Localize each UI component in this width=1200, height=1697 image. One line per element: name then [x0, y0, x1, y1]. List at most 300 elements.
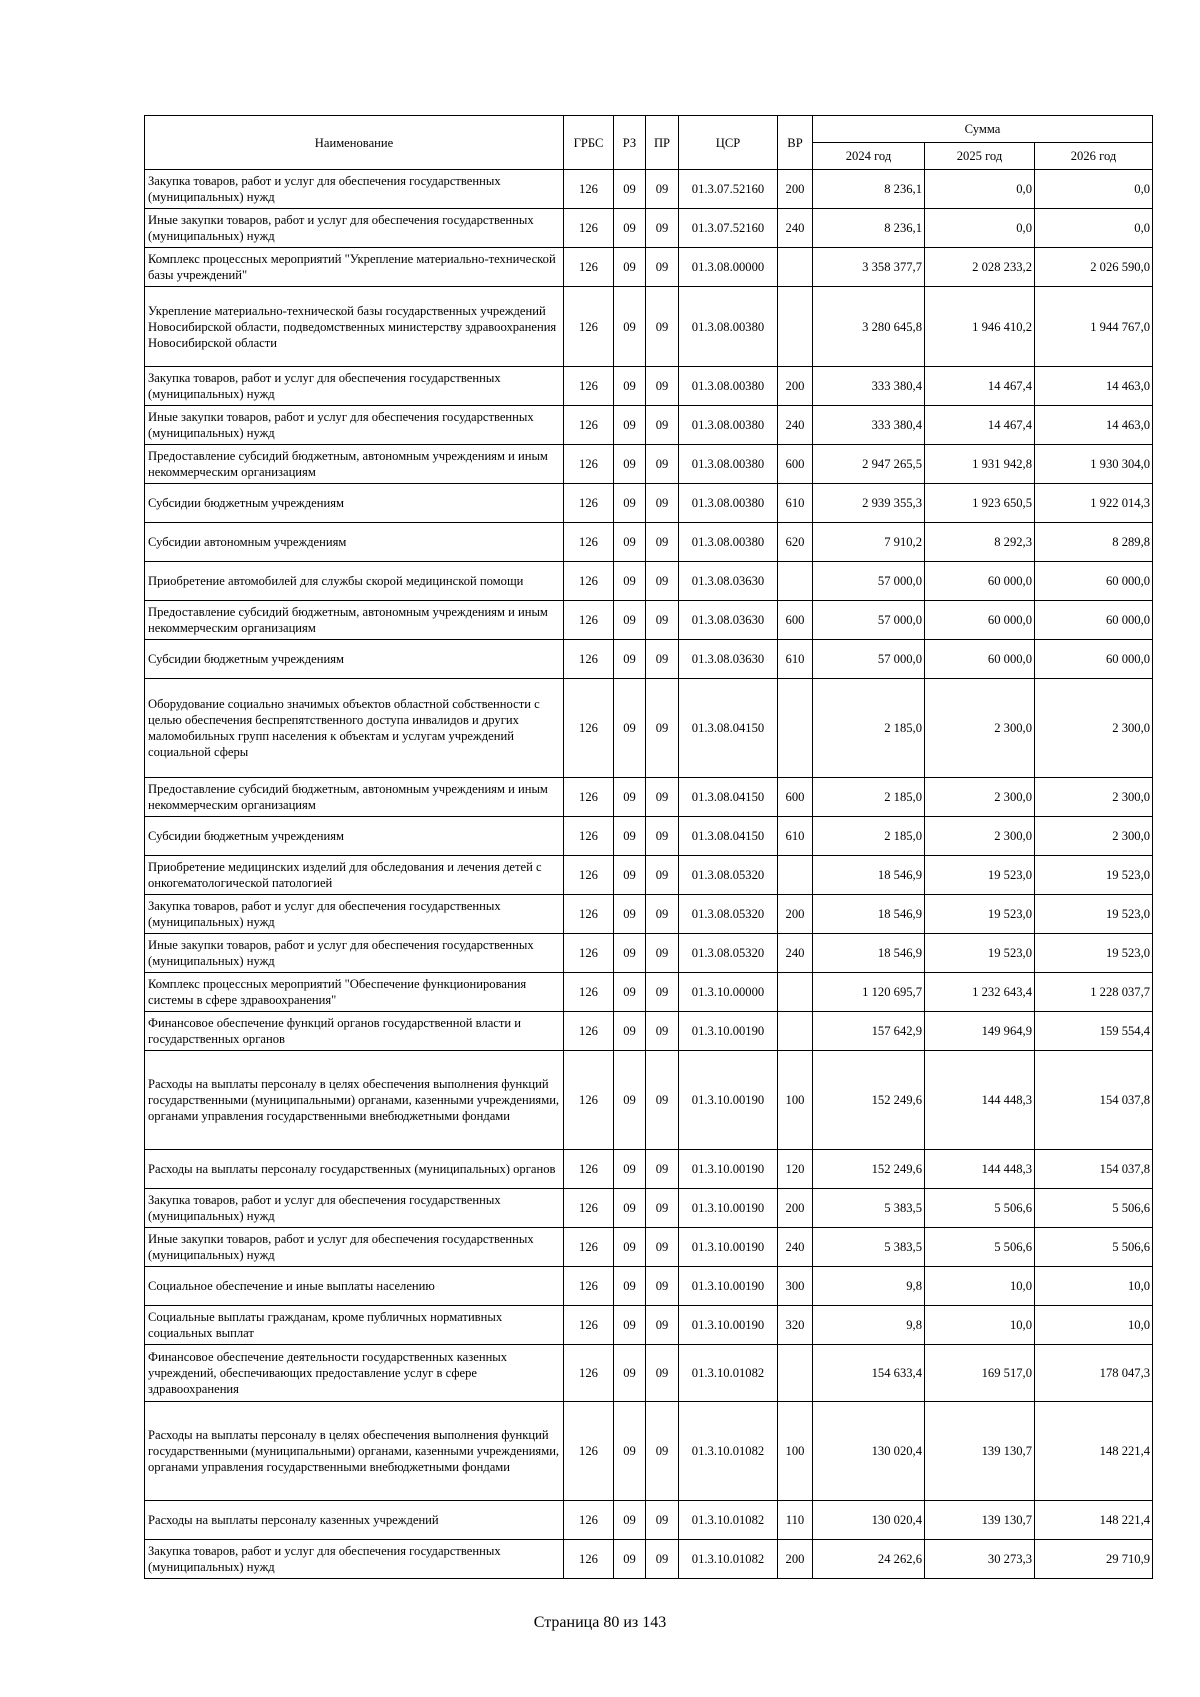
row-amount-2026: 60 000,0 — [1035, 601, 1153, 640]
table-row — [145, 895, 1153, 934]
row-pr: 09 — [646, 170, 679, 209]
row-vr: 100 — [778, 1051, 813, 1150]
row-pr: 09 — [646, 679, 679, 778]
row-grbs: 126 — [564, 445, 614, 484]
row-pr: 09 — [646, 287, 679, 367]
header-pr: ПР — [646, 116, 679, 170]
row-name: Закупка товаров, работ и услуг для обеспечения государственных (муниципальных) нужд — [145, 170, 564, 209]
row-pr: 09 — [646, 1228, 679, 1267]
row-name: Финансовое обеспечение деятельности государственных казенных учреждений, обеспечивающих предоставление услуг в сфере здравоохранения — [145, 1345, 564, 1402]
row-amount-2025: 144 448,3 — [925, 1150, 1035, 1189]
row-grbs: 126 — [564, 484, 614, 523]
row-name: Комплекс процессных мероприятий "Укрепление материально-технической базы учреждений" — [145, 248, 564, 287]
row-rz: 09 — [614, 287, 646, 367]
row-vr: 200 — [778, 895, 813, 934]
header-sum: Сумма — [813, 116, 1153, 143]
row-amount-2024: 18 546,9 — [813, 895, 925, 934]
row-amount-2024: 130 020,4 — [813, 1501, 925, 1540]
row-csr: 01.3.08.00380 — [679, 287, 778, 367]
row-amount-2026: 2 026 590,0 — [1035, 248, 1153, 287]
row-rz: 09 — [614, 679, 646, 778]
row-pr: 09 — [646, 1267, 679, 1306]
row-csr: 01.3.10.00190 — [679, 1189, 778, 1228]
row-amount-2024: 130 020,4 — [813, 1402, 925, 1501]
row-amount-2024: 154 633,4 — [813, 1345, 925, 1402]
row-pr: 09 — [646, 248, 679, 287]
row-csr: 01.3.10.00190 — [679, 1267, 778, 1306]
row-vr: 240 — [778, 209, 813, 248]
table-row — [145, 484, 1153, 523]
row-name: Предоставление субсидий бюджетным, автономным учреждениям и иным некоммерческим организациям — [145, 778, 564, 817]
table-row — [145, 248, 1153, 287]
row-amount-2025: 5 506,6 — [925, 1228, 1035, 1267]
table-row — [145, 1012, 1153, 1051]
row-amount-2025: 60 000,0 — [925, 562, 1035, 601]
row-vr — [778, 248, 813, 287]
row-amount-2024: 2 185,0 — [813, 778, 925, 817]
row-pr: 09 — [646, 209, 679, 248]
row-rz: 09 — [614, 1540, 646, 1579]
table-row — [145, 1267, 1153, 1306]
row-vr: 240 — [778, 934, 813, 973]
budget-table-body — [145, 170, 1153, 1579]
row-name: Расходы на выплаты персоналу казенных учреждений — [145, 1501, 564, 1540]
row-rz: 09 — [614, 1051, 646, 1150]
row-vr: 610 — [778, 817, 813, 856]
row-grbs: 126 — [564, 1345, 614, 1402]
row-vr — [778, 287, 813, 367]
row-amount-2025: 2 300,0 — [925, 778, 1035, 817]
row-amount-2025: 139 130,7 — [925, 1402, 1035, 1501]
row-rz: 09 — [614, 523, 646, 562]
row-name: Иные закупки товаров, работ и услуг для обеспечения государственных (муниципальных) нужд — [145, 1228, 564, 1267]
header-vr: ВР — [778, 116, 813, 170]
row-rz: 09 — [614, 856, 646, 895]
row-csr: 01.3.08.03630 — [679, 562, 778, 601]
row-vr: 600 — [778, 778, 813, 817]
table-row — [145, 287, 1153, 367]
row-name: Социальное обеспечение и иные выплаты населению — [145, 1267, 564, 1306]
row-amount-2025: 10,0 — [925, 1306, 1035, 1345]
row-name: Предоставление субсидий бюджетным, автономным учреждениям и иным некоммерческим организациям — [145, 445, 564, 484]
row-amount-2024: 7 910,2 — [813, 523, 925, 562]
row-amount-2026: 14 463,0 — [1035, 367, 1153, 406]
row-amount-2025: 2 028 233,2 — [925, 248, 1035, 287]
row-grbs: 126 — [564, 778, 614, 817]
row-amount-2024: 333 380,4 — [813, 406, 925, 445]
row-amount-2026: 19 523,0 — [1035, 934, 1153, 973]
row-name: Расходы на выплаты персоналу государственных (муниципальных) органов — [145, 1150, 564, 1189]
row-vr: 610 — [778, 484, 813, 523]
row-pr: 09 — [646, 523, 679, 562]
row-name: Приобретение медицинских изделий для обследования и лечения детей с онкогематологической патологией — [145, 856, 564, 895]
row-amount-2025: 149 964,9 — [925, 1012, 1035, 1051]
row-amount-2024: 8 236,1 — [813, 170, 925, 209]
row-grbs: 126 — [564, 562, 614, 601]
row-csr: 01.3.08.00380 — [679, 445, 778, 484]
row-amount-2026: 5 506,6 — [1035, 1189, 1153, 1228]
row-rz: 09 — [614, 406, 646, 445]
row-name: Закупка товаров, работ и услуг для обеспечения государственных (муниципальных) нужд — [145, 1189, 564, 1228]
row-grbs: 126 — [564, 1012, 614, 1051]
row-name: Укрепление материально-технической базы государственных учреждений Новосибирской области, подведомственных министерству здравоохранения Новосибирской области — [145, 287, 564, 367]
row-csr: 01.3.08.03630 — [679, 640, 778, 679]
row-amount-2025: 60 000,0 — [925, 640, 1035, 679]
row-amount-2026: 148 221,4 — [1035, 1501, 1153, 1540]
row-amount-2024: 9,8 — [813, 1267, 925, 1306]
row-rz: 09 — [614, 248, 646, 287]
row-vr: 200 — [778, 367, 813, 406]
row-amount-2026: 1 228 037,7 — [1035, 973, 1153, 1012]
row-vr — [778, 973, 813, 1012]
table-row — [145, 778, 1153, 817]
row-pr: 09 — [646, 601, 679, 640]
row-vr: 600 — [778, 601, 813, 640]
header-name: Наименование — [145, 116, 564, 170]
table-row — [145, 856, 1153, 895]
row-amount-2024: 5 383,5 — [813, 1189, 925, 1228]
row-name: Иные закупки товаров, работ и услуг для обеспечения государственных (муниципальных) нужд — [145, 209, 564, 248]
row-csr: 01.3.08.04150 — [679, 679, 778, 778]
row-vr: 600 — [778, 445, 813, 484]
row-amount-2024: 3 280 645,8 — [813, 287, 925, 367]
row-amount-2026: 178 047,3 — [1035, 1345, 1153, 1402]
row-vr — [778, 679, 813, 778]
table-row — [145, 1189, 1153, 1228]
row-pr: 09 — [646, 1540, 679, 1579]
row-amount-2024: 2 185,0 — [813, 679, 925, 778]
row-amount-2024: 2 947 265,5 — [813, 445, 925, 484]
row-amount-2025: 144 448,3 — [925, 1051, 1035, 1150]
row-amount-2025: 2 300,0 — [925, 817, 1035, 856]
table-row — [145, 170, 1153, 209]
row-amount-2025: 1 946 410,2 — [925, 287, 1035, 367]
row-grbs: 126 — [564, 895, 614, 934]
row-amount-2026: 14 463,0 — [1035, 406, 1153, 445]
table-row — [145, 445, 1153, 484]
row-name: Закупка товаров, работ и услуг для обеспечения государственных (муниципальных) нужд — [145, 895, 564, 934]
row-amount-2026: 2 300,0 — [1035, 778, 1153, 817]
table-row — [145, 1345, 1153, 1402]
row-csr: 01.3.07.52160 — [679, 170, 778, 209]
page-number: Страница 80 из 143 — [533, 1614, 667, 1631]
row-amount-2025: 169 517,0 — [925, 1345, 1035, 1402]
row-csr: 01.3.08.04150 — [679, 817, 778, 856]
row-pr: 09 — [646, 1306, 679, 1345]
row-rz: 09 — [614, 1501, 646, 1540]
row-name: Закупка товаров, работ и услуг для обеспечения государственных (муниципальных) нужд — [145, 367, 564, 406]
row-amount-2025: 60 000,0 — [925, 601, 1035, 640]
table-row — [145, 1402, 1153, 1501]
row-vr: 120 — [778, 1150, 813, 1189]
table-row — [145, 1150, 1153, 1189]
row-grbs: 126 — [564, 248, 614, 287]
row-rz: 09 — [614, 1150, 646, 1189]
row-name: Финансовое обеспечение функций органов государственной власти и государственных органов — [145, 1012, 564, 1051]
row-amount-2025: 19 523,0 — [925, 856, 1035, 895]
row-csr: 01.3.08.00380 — [679, 367, 778, 406]
row-pr: 09 — [646, 1150, 679, 1189]
row-amount-2026: 60 000,0 — [1035, 562, 1153, 601]
row-csr: 01.3.08.05320 — [679, 934, 778, 973]
row-grbs: 126 — [564, 1540, 614, 1579]
row-amount-2026: 154 037,8 — [1035, 1150, 1153, 1189]
row-amount-2026: 1 930 304,0 — [1035, 445, 1153, 484]
row-rz: 09 — [614, 445, 646, 484]
row-amount-2026: 5 506,6 — [1035, 1228, 1153, 1267]
row-grbs: 126 — [564, 1228, 614, 1267]
row-csr: 01.3.10.01082 — [679, 1501, 778, 1540]
row-amount-2024: 8 236,1 — [813, 209, 925, 248]
row-rz: 09 — [614, 640, 646, 679]
header-rz: РЗ — [614, 116, 646, 170]
row-rz: 09 — [614, 367, 646, 406]
row-amount-2025: 19 523,0 — [925, 934, 1035, 973]
row-vr: 240 — [778, 406, 813, 445]
row-amount-2025: 1 923 650,5 — [925, 484, 1035, 523]
row-amount-2024: 333 380,4 — [813, 367, 925, 406]
row-rz: 09 — [614, 1267, 646, 1306]
row-csr: 01.3.10.00190 — [679, 1306, 778, 1345]
row-vr: 610 — [778, 640, 813, 679]
row-vr: 300 — [778, 1267, 813, 1306]
row-csr: 01.3.08.00380 — [679, 406, 778, 445]
budget-table-container — [144, 115, 1152, 1579]
row-csr: 01.3.10.01082 — [679, 1540, 778, 1579]
row-name: Субсидии автономным учреждениям — [145, 523, 564, 562]
row-pr: 09 — [646, 895, 679, 934]
row-grbs: 126 — [564, 1150, 614, 1189]
row-rz: 09 — [614, 1012, 646, 1051]
row-amount-2024: 18 546,9 — [813, 856, 925, 895]
row-pr: 09 — [646, 1051, 679, 1150]
row-name: Иные закупки товаров, работ и услуг для обеспечения государственных (муниципальных) нужд — [145, 934, 564, 973]
row-csr: 01.3.08.00000 — [679, 248, 778, 287]
row-amount-2026: 10,0 — [1035, 1306, 1153, 1345]
row-csr: 01.3.08.05320 — [679, 895, 778, 934]
row-amount-2026: 19 523,0 — [1035, 895, 1153, 934]
row-rz: 09 — [614, 778, 646, 817]
row-pr: 09 — [646, 367, 679, 406]
row-rz: 09 — [614, 934, 646, 973]
row-amount-2026: 2 300,0 — [1035, 817, 1153, 856]
row-name: Субсидии бюджетным учреждениям — [145, 484, 564, 523]
row-amount-2025: 139 130,7 — [925, 1501, 1035, 1540]
header-year-2026: 2026 год — [1035, 143, 1153, 170]
row-name: Расходы на выплаты персоналу в целях обеспечения выполнения функций государственными (муниципальными) органами, казенными учреждениями, органами управления государственными внебюджетными фондами — [145, 1051, 564, 1150]
row-rz: 09 — [614, 1345, 646, 1402]
row-amount-2025: 30 273,3 — [925, 1540, 1035, 1579]
header-grbs: ГРБС — [564, 116, 614, 170]
row-amount-2026: 0,0 — [1035, 170, 1153, 209]
row-pr: 09 — [646, 562, 679, 601]
row-amount-2025: 14 467,4 — [925, 367, 1035, 406]
row-csr: 01.3.08.00380 — [679, 484, 778, 523]
row-amount-2025: 1 232 643,4 — [925, 973, 1035, 1012]
table-row — [145, 640, 1153, 679]
row-rz: 09 — [614, 895, 646, 934]
row-pr: 09 — [646, 934, 679, 973]
row-csr: 01.3.08.00380 — [679, 523, 778, 562]
row-grbs: 126 — [564, 367, 614, 406]
row-amount-2025: 19 523,0 — [925, 895, 1035, 934]
row-amount-2024: 5 383,5 — [813, 1228, 925, 1267]
header-year-2024: 2024 год — [813, 143, 925, 170]
row-vr: 620 — [778, 523, 813, 562]
row-vr: 320 — [778, 1306, 813, 1345]
row-rz: 09 — [614, 170, 646, 209]
row-amount-2024: 24 262,6 — [813, 1540, 925, 1579]
row-vr: 200 — [778, 1189, 813, 1228]
row-amount-2024: 57 000,0 — [813, 562, 925, 601]
table-row — [145, 406, 1153, 445]
row-pr: 09 — [646, 1012, 679, 1051]
row-name: Комплекс процессных мероприятий "Обеспечение функционирования системы в сфере здравоохранения" — [145, 973, 564, 1012]
row-name: Закупка товаров, работ и услуг для обеспечения государственных (муниципальных) нужд — [145, 1540, 564, 1579]
table-row — [145, 601, 1153, 640]
table-row — [145, 562, 1153, 601]
row-name: Социальные выплаты гражданам, кроме публичных нормативных социальных выплат — [145, 1306, 564, 1345]
table-row — [145, 523, 1153, 562]
row-vr: 240 — [778, 1228, 813, 1267]
row-grbs: 126 — [564, 856, 614, 895]
row-amount-2026: 0,0 — [1035, 209, 1153, 248]
row-csr: 01.3.08.04150 — [679, 778, 778, 817]
row-pr: 09 — [646, 406, 679, 445]
row-rz: 09 — [614, 484, 646, 523]
row-amount-2024: 57 000,0 — [813, 601, 925, 640]
row-amount-2025: 14 467,4 — [925, 406, 1035, 445]
row-grbs: 126 — [564, 1189, 614, 1228]
row-csr: 01.3.10.00000 — [679, 973, 778, 1012]
row-vr — [778, 562, 813, 601]
row-rz: 09 — [614, 601, 646, 640]
row-amount-2024: 9,8 — [813, 1306, 925, 1345]
row-name: Расходы на выплаты персоналу в целях обеспечения выполнения функций государственными (муниципальными) органами, казенными учреждениями, органами управления государственными внебюджетными фондами — [145, 1402, 564, 1501]
table-row — [145, 1051, 1153, 1150]
row-grbs: 126 — [564, 1267, 614, 1306]
table-row — [145, 817, 1153, 856]
row-grbs: 126 — [564, 1051, 614, 1150]
table-row — [145, 1228, 1153, 1267]
row-amount-2024: 1 120 695,7 — [813, 973, 925, 1012]
row-csr: 01.3.10.01082 — [679, 1345, 778, 1402]
row-grbs: 126 — [564, 1306, 614, 1345]
table-row — [145, 209, 1153, 248]
row-amount-2025: 2 300,0 — [925, 679, 1035, 778]
row-amount-2025: 8 292,3 — [925, 523, 1035, 562]
row-rz: 09 — [614, 973, 646, 1012]
row-pr: 09 — [646, 856, 679, 895]
row-amount-2025: 1 931 942,8 — [925, 445, 1035, 484]
row-name: Оборудование социально значимых объектов областной собственности с целью обеспечения беспрепятственного доступа инвалидов и других маломобильных групп населения к объектам и услугам учреждений социальной сферы — [145, 679, 564, 778]
row-grbs: 126 — [564, 601, 614, 640]
row-grbs: 126 — [564, 1501, 614, 1540]
table-row — [145, 367, 1153, 406]
row-pr: 09 — [646, 973, 679, 1012]
row-csr: 01.3.10.00190 — [679, 1228, 778, 1267]
row-amount-2025: 0,0 — [925, 209, 1035, 248]
row-grbs: 126 — [564, 170, 614, 209]
row-rz: 09 — [614, 209, 646, 248]
row-amount-2026: 1 922 014,3 — [1035, 484, 1153, 523]
row-pr: 09 — [646, 445, 679, 484]
row-vr: 200 — [778, 170, 813, 209]
row-vr — [778, 1345, 813, 1402]
row-name: Субсидии бюджетным учреждениям — [145, 817, 564, 856]
row-amount-2024: 157 642,9 — [813, 1012, 925, 1051]
row-grbs: 126 — [564, 523, 614, 562]
row-csr: 01.3.08.05320 — [679, 856, 778, 895]
row-csr: 01.3.08.03630 — [679, 601, 778, 640]
row-amount-2026: 154 037,8 — [1035, 1051, 1153, 1150]
table-row — [145, 1540, 1153, 1579]
table-row — [145, 1306, 1153, 1345]
row-amount-2025: 10,0 — [925, 1267, 1035, 1306]
row-vr — [778, 856, 813, 895]
table-row — [145, 1501, 1153, 1540]
row-grbs: 126 — [564, 209, 614, 248]
row-amount-2024: 3 358 377,7 — [813, 248, 925, 287]
row-amount-2026: 60 000,0 — [1035, 640, 1153, 679]
row-pr: 09 — [646, 1189, 679, 1228]
table-row — [145, 973, 1153, 1012]
table-row — [145, 679, 1153, 778]
row-pr: 09 — [646, 1345, 679, 1402]
row-amount-2026: 19 523,0 — [1035, 856, 1153, 895]
table-row — [145, 934, 1153, 973]
row-amount-2026: 148 221,4 — [1035, 1402, 1153, 1501]
row-vr: 200 — [778, 1540, 813, 1579]
row-grbs: 126 — [564, 679, 614, 778]
row-csr: 01.3.10.01082 — [679, 1402, 778, 1501]
row-pr: 09 — [646, 484, 679, 523]
row-rz: 09 — [614, 1189, 646, 1228]
row-rz: 09 — [614, 1306, 646, 1345]
row-name: Субсидии бюджетным учреждениям — [145, 640, 564, 679]
row-amount-2024: 18 546,9 — [813, 934, 925, 973]
row-name: Приобретение автомобилей для службы скорой медицинской помощи — [145, 562, 564, 601]
row-pr: 09 — [646, 778, 679, 817]
header-year-2025: 2025 год — [925, 143, 1035, 170]
row-rz: 09 — [614, 817, 646, 856]
row-name: Иные закупки товаров, работ и услуг для обеспечения государственных (муниципальных) нужд — [145, 406, 564, 445]
header-csr: ЦСР — [679, 116, 778, 170]
row-amount-2026: 1 944 767,0 — [1035, 287, 1153, 367]
row-amount-2024: 152 249,6 — [813, 1150, 925, 1189]
row-amount-2024: 57 000,0 — [813, 640, 925, 679]
row-amount-2024: 152 249,6 — [813, 1051, 925, 1150]
row-amount-2026: 8 289,8 — [1035, 523, 1153, 562]
row-csr: 01.3.07.52160 — [679, 209, 778, 248]
row-amount-2026: 159 554,4 — [1035, 1012, 1153, 1051]
row-rz: 09 — [614, 1228, 646, 1267]
row-grbs: 126 — [564, 640, 614, 679]
row-csr: 01.3.10.00190 — [679, 1150, 778, 1189]
row-pr: 09 — [646, 1501, 679, 1540]
row-csr: 01.3.10.00190 — [679, 1012, 778, 1051]
row-amount-2024: 2 185,0 — [813, 817, 925, 856]
row-amount-2024: 2 939 355,3 — [813, 484, 925, 523]
row-pr: 09 — [646, 817, 679, 856]
row-csr: 01.3.10.00190 — [679, 1051, 778, 1150]
row-amount-2026: 2 300,0 — [1035, 679, 1153, 778]
row-rz: 09 — [614, 562, 646, 601]
row-pr: 09 — [646, 1402, 679, 1501]
row-grbs: 126 — [564, 934, 614, 973]
row-vr: 110 — [778, 1501, 813, 1540]
row-amount-2025: 0,0 — [925, 170, 1035, 209]
